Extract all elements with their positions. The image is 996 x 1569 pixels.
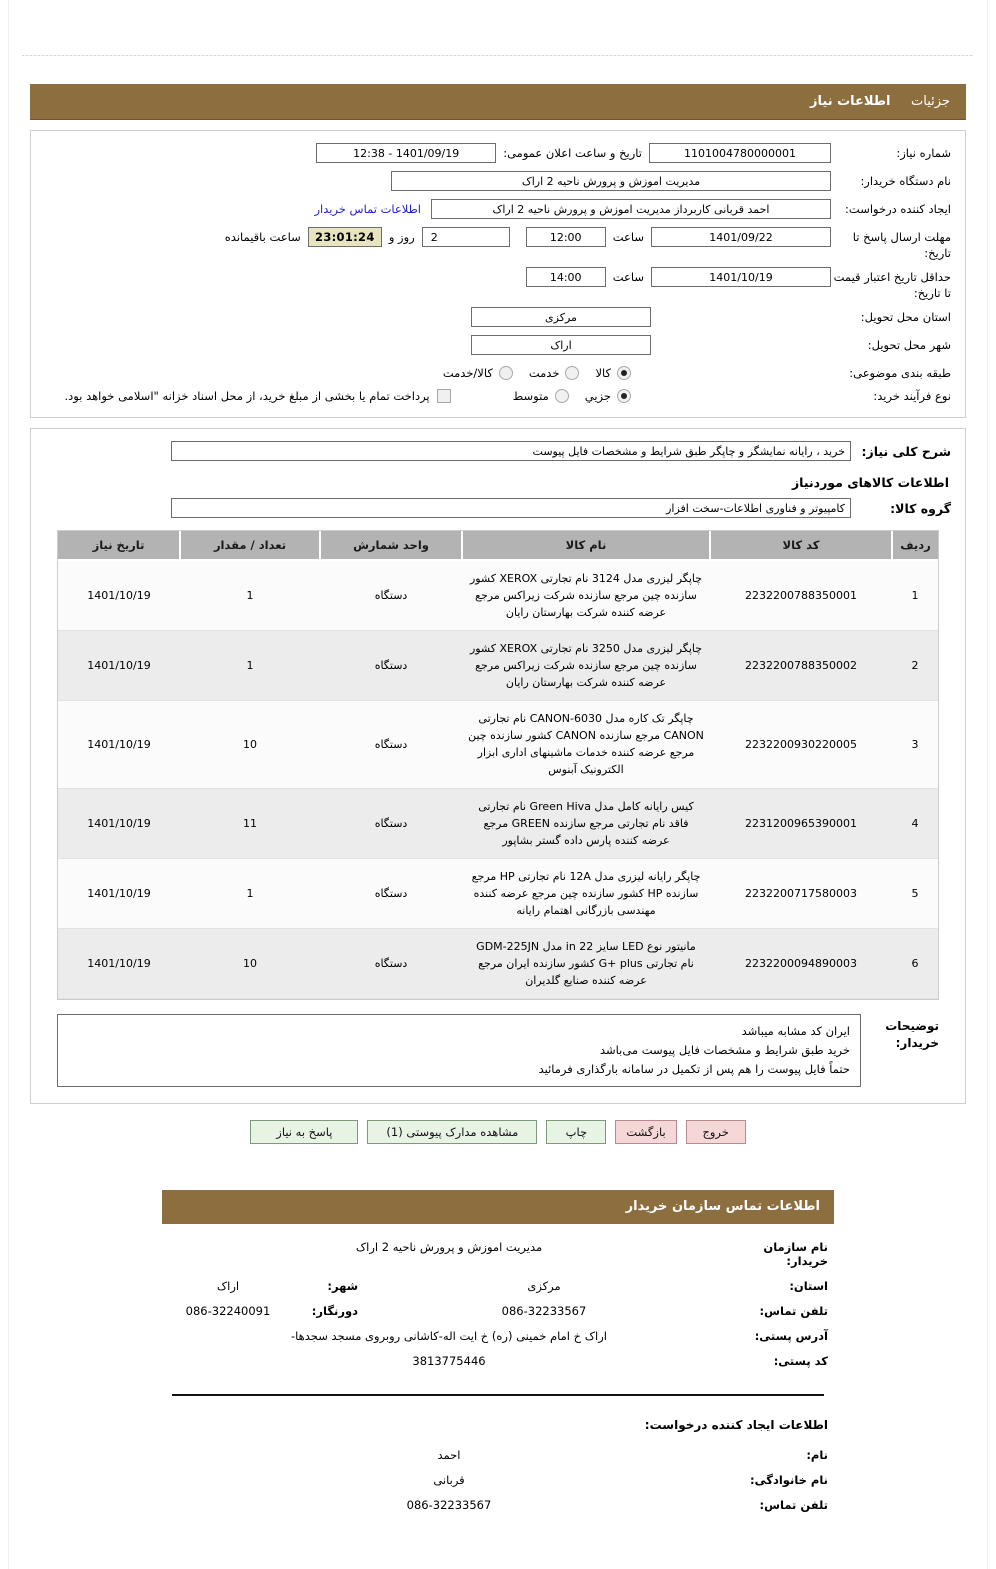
cell-qty: 1 bbox=[180, 858, 320, 928]
creator-phone-label: تلفن تماس: bbox=[759, 1497, 828, 1512]
creator-row-last-name bbox=[168, 1473, 828, 1487]
deadline-label: مهلت ارسال پاسخ تا تاریخ: bbox=[852, 230, 951, 260]
treasury-checkbox-label: پرداخت تمام یا بخشی از مبلغ خرید، از محل اسناد خزانه "اسلامی خواهد بود. bbox=[64, 389, 430, 404]
cell-qty: 10 bbox=[180, 928, 320, 998]
process-label: نوع فرآیند خرید: bbox=[873, 389, 951, 404]
cell-qty: 1 bbox=[180, 631, 320, 701]
classification-option-label: خدمت bbox=[528, 366, 560, 381]
province-label: استان محل تحویل: bbox=[860, 310, 951, 325]
contact-org-label: نام سازمان خریدار: bbox=[763, 1239, 828, 1268]
bottom-padding bbox=[0, 1529, 996, 1569]
cell-date: 1401/10/19 bbox=[58, 788, 180, 858]
col-date: تاریخ نیاز bbox=[58, 531, 180, 560]
cell-qty: 10 bbox=[180, 701, 320, 788]
province-value[interactable]: مرکزی bbox=[471, 307, 651, 327]
contact-address-value: اراک خ امام خمینی (ره) خ ایت اله-کاشانی روبروی مسجد سجدها- bbox=[291, 1328, 607, 1343]
remaining-days-label: روز و bbox=[388, 230, 415, 244]
col-row: ردیف bbox=[892, 531, 938, 560]
cell-date: 1401/10/19 bbox=[58, 928, 180, 998]
contact-row-address bbox=[168, 1329, 828, 1343]
deadline-hour-label: ساعت bbox=[612, 230, 644, 244]
countdown-timer: 23:01:24 bbox=[308, 227, 382, 247]
process-option-label: متوسط bbox=[512, 389, 549, 404]
goods-info-title: اطلاعات کالاهای موردنیاز bbox=[791, 475, 949, 491]
cell-row: 6 bbox=[892, 928, 938, 998]
cell-code: 2231200965390001 bbox=[710, 788, 892, 858]
back-button[interactable]: بازگشت bbox=[615, 1120, 676, 1144]
exit-button[interactable]: خروج bbox=[686, 1120, 746, 1144]
creator-first-name-value: احمد bbox=[437, 1447, 461, 1462]
cell-code: 2232200788350001 bbox=[710, 560, 892, 631]
table-row[interactable] bbox=[58, 928, 938, 998]
need-number-value[interactable]: 1101004780000001 bbox=[649, 143, 831, 163]
contact-section-body bbox=[162, 1224, 834, 1529]
validity-date-value[interactable]: 1401/10/19 bbox=[651, 267, 831, 287]
col-unit: واحد شمارش bbox=[320, 531, 462, 560]
respond-to-need-button[interactable]: پاسخ به نیاز bbox=[250, 1120, 358, 1144]
contact-postal-label: کد پستی: bbox=[773, 1353, 828, 1368]
city-label: شهر محل تحویل: bbox=[867, 338, 951, 353]
creator-label: ایجاد کننده درخواست: bbox=[845, 202, 951, 216]
contact-section bbox=[162, 1190, 834, 1529]
cell-unit: دستگاه bbox=[320, 788, 462, 858]
classification-option-kala[interactable] bbox=[595, 366, 631, 380]
buyer-contact-link[interactable]: اطلاعات تماس خریدار bbox=[314, 202, 421, 216]
items-table-wrapper bbox=[57, 530, 939, 1000]
cell-code: 2232200717580003 bbox=[710, 858, 892, 928]
radio-selected-icon[interactable] bbox=[617, 389, 631, 403]
countdown-label: ساعت باقیمانده bbox=[224, 230, 301, 244]
row-creator bbox=[45, 199, 951, 221]
creator-row-first-name bbox=[168, 1448, 828, 1462]
cell-row: 1 bbox=[892, 560, 938, 631]
creator-value[interactable]: احمد قربانی کاربرداز مدیریت اموزش و پرورش ناحیه 2 اراک bbox=[431, 199, 831, 219]
contact-phone-label: تلفن تماس: bbox=[759, 1303, 828, 1318]
row-classification bbox=[45, 366, 951, 380]
classification-label: طبقه بندی موضوعی: bbox=[849, 366, 951, 381]
creator-info-title: اطلاعات ایجاد کننده درخواست: bbox=[644, 1417, 828, 1432]
remaining-days-value[interactable]: 2 bbox=[422, 227, 510, 247]
creator-first-name-label: نام: bbox=[806, 1447, 828, 1462]
announce-label: تاریخ و ساعت اعلان عمومی: bbox=[503, 146, 642, 160]
contact-row-org bbox=[168, 1240, 828, 1268]
contact-row-location bbox=[168, 1279, 828, 1293]
contact-province-label: استان: bbox=[789, 1278, 828, 1293]
cell-name: چاپگر رایانه لیزری مدل 12A نام تجارتی HP مرجع سازنده HP کشور سازنده چین مرجع عرضه کننده مهندسی بازرگانی اهتمام رایانه bbox=[462, 858, 710, 928]
buyer-org-value[interactable]: مدیریت اموزش و پرورش ناحیه 2 اراک bbox=[391, 171, 831, 191]
validity-hour-value[interactable]: 14:00 bbox=[526, 267, 606, 287]
creator-last-name-label: نام خانوادگی: bbox=[750, 1472, 828, 1487]
creator-row-phone bbox=[168, 1498, 828, 1512]
deadline-date-value[interactable]: 1401/09/22 bbox=[651, 227, 831, 247]
group-label: گروه کالا: bbox=[890, 501, 951, 517]
items-table bbox=[58, 531, 938, 999]
cell-date: 1401/10/19 bbox=[58, 631, 180, 701]
cell-date: 1401/10/19 bbox=[58, 560, 180, 631]
cell-row: 4 bbox=[892, 788, 938, 858]
contact-row-postal bbox=[168, 1354, 828, 1368]
validity-hour-label: ساعت bbox=[612, 270, 644, 285]
process-option-jozei[interactable] bbox=[585, 389, 631, 403]
contact-postal-value: 3813775446 bbox=[412, 1353, 486, 1368]
cell-code: 2232200788350002 bbox=[710, 631, 892, 701]
action-button-bar bbox=[0, 1120, 996, 1148]
table-row[interactable] bbox=[58, 858, 938, 928]
contact-org-value: مدیریت اموزش و پرورش ناحیه 2 اراک bbox=[355, 1239, 543, 1254]
radio-icon[interactable] bbox=[555, 389, 569, 403]
top-spacer bbox=[0, 0, 996, 55]
cell-row: 2 bbox=[892, 631, 938, 701]
cell-code: 2232200094890003 bbox=[710, 928, 892, 998]
cell-unit: دستگاه bbox=[320, 560, 462, 631]
contact-fax-value: 086-32240091 bbox=[185, 1303, 271, 1318]
cell-date: 1401/10/19 bbox=[58, 858, 180, 928]
row-need-number bbox=[45, 143, 951, 165]
radio-selected-icon[interactable] bbox=[617, 366, 631, 380]
announce-value[interactable]: 1401/09/19 - 12:38 bbox=[316, 143, 496, 163]
items-table-head bbox=[58, 531, 938, 560]
tab-details[interactable]: جزئیات bbox=[911, 94, 950, 109]
cell-name: چاپگر لیزری مدل 3124 نام تجارتی XEROX کشور سازنده چین مرجع سازنده شرکت زیراکس مرجع عرضه کننده شرکت بهارستان رایان bbox=[462, 560, 710, 631]
goods-panel bbox=[30, 428, 966, 1104]
buyer-notes-label: توضیحات خریدار: bbox=[885, 1018, 939, 1050]
contact-address-label: آدرس پستی: bbox=[754, 1328, 828, 1343]
creator-last-name-value: قربانی bbox=[433, 1472, 465, 1487]
cell-unit: دستگاه bbox=[320, 701, 462, 788]
cell-name: چاپگر لیزری مدل 3250 نام تجارتی XEROX کشور سازنده چین مرجع سازنده شرکت زیراکس مرجع عرضه کننده شرکت بهارستان رایان bbox=[462, 631, 710, 701]
classification-option-khedmat[interactable] bbox=[529, 366, 580, 380]
table-row[interactable] bbox=[58, 631, 938, 701]
items-header-row bbox=[58, 531, 938, 560]
row-goods-group bbox=[45, 498, 951, 518]
cell-name: مانیتور نوع LED سایز 22 in مدل GDM-225JN نام تجارتی G+ plus کشور سازنده ایران مرجع عرضه کننده صنایع گلدیران bbox=[462, 928, 710, 998]
classification-option-label: کالا/خدمت bbox=[442, 366, 493, 381]
cell-unit: دستگاه bbox=[320, 631, 462, 701]
group-value[interactable]: کامپیوتر و فناوری اطلاعات-سخت افزار bbox=[171, 498, 851, 518]
cell-row: 5 bbox=[892, 858, 938, 928]
buyer-notes-box bbox=[57, 1014, 861, 1087]
cell-name: کیس رایانه کامل مدل Green Hiva نام تجارتی فاقد نام تجارتی مرجع سازنده GREEN مرجع عرضه کننده پارس داده گستر بشاپور bbox=[462, 788, 710, 858]
cell-unit: دستگاه bbox=[320, 928, 462, 998]
view-attachments-button[interactable]: مشاهده مدارک پیوستی (1) bbox=[367, 1120, 537, 1144]
contact-fax-label: دورنگار: bbox=[311, 1303, 358, 1318]
creator-phone-value: 086-32233567 bbox=[406, 1497, 492, 1512]
row-buyer-org bbox=[45, 171, 951, 193]
cell-row: 3 bbox=[892, 701, 938, 788]
radio-icon[interactable] bbox=[565, 366, 579, 380]
checkbox-icon[interactable] bbox=[437, 389, 451, 403]
print-button[interactable]: چاپ bbox=[546, 1120, 606, 1144]
section-header-bar bbox=[30, 84, 966, 120]
table-row[interactable] bbox=[58, 701, 938, 788]
contact-city-label: شهر: bbox=[327, 1278, 358, 1293]
need-number-label: شماره نیاز: bbox=[896, 146, 951, 160]
row-process-type bbox=[45, 389, 951, 403]
contact-row-phone bbox=[168, 1304, 828, 1318]
need-desc-value[interactable]: خرید ، رایانه نمایشگر و چاپگر طبق شرایط و مشخصات فایل پیوست bbox=[171, 441, 851, 461]
col-qty: تعداد / مقدار bbox=[180, 531, 320, 560]
cell-date: 1401/10/19 bbox=[58, 701, 180, 788]
table-row[interactable] bbox=[58, 560, 938, 631]
need-detail-panel bbox=[30, 130, 966, 418]
col-name: نام کالا bbox=[462, 531, 710, 560]
buyer-notes-row bbox=[57, 1014, 939, 1087]
treasury-checkbox-option[interactable] bbox=[65, 389, 451, 403]
row-province bbox=[45, 307, 951, 329]
table-row[interactable] bbox=[58, 788, 938, 858]
items-table-body bbox=[58, 560, 938, 998]
classification-option-label: کالا bbox=[595, 366, 611, 381]
classification-option-kala-khedmat[interactable] bbox=[443, 366, 513, 380]
contact-section-title: اطلاعات تماس سازمان خریدار bbox=[162, 1190, 834, 1224]
validity-label: حداقل تاریخ اعتبار قیمت تا تاریخ: bbox=[833, 270, 951, 300]
row-deadline bbox=[45, 227, 951, 261]
deadline-hour-value[interactable]: 12:00 bbox=[526, 227, 606, 247]
cell-code: 2232200930220005 bbox=[710, 701, 892, 788]
row-city bbox=[45, 335, 951, 357]
process-option-motevaset[interactable] bbox=[513, 389, 569, 403]
note-line: حتماً فایل پیوست را هم پس از تکمیل در سامانه بارگذاری فرمائید bbox=[538, 1061, 850, 1076]
contact-city-value: اراک bbox=[216, 1278, 240, 1293]
row-need-description bbox=[45, 441, 951, 461]
tab-need-info[interactable]: اطلاعات نیاز bbox=[810, 94, 891, 109]
contact-phone-value: 086-32233567 bbox=[501, 1303, 587, 1318]
city-value[interactable]: اراک bbox=[471, 335, 651, 355]
col-code: کد کالا bbox=[710, 531, 892, 560]
note-line: خرید طبق شرایط و مشخصات فایل پیوست می‌باشد bbox=[599, 1042, 850, 1057]
section-divider bbox=[172, 1394, 824, 1396]
cell-name: چاپگر تک کاره مدل CANON-6030 نام تجارتی CANON مرجع سازنده CANON کشور سازنده چین مرجع عرضه کننده خدمات ماشینهای اداری ابزار الکترونیک آبنوس bbox=[462, 701, 710, 788]
header-gap bbox=[0, 56, 996, 84]
need-desc-label: شرح کلی نیاز: bbox=[861, 444, 951, 460]
cell-qty: 1 bbox=[180, 560, 320, 631]
contact-province-value: مرکزی bbox=[527, 1278, 561, 1293]
cell-unit: دستگاه bbox=[320, 858, 462, 928]
radio-icon[interactable] bbox=[499, 366, 513, 380]
cell-qty: 11 bbox=[180, 788, 320, 858]
buyer-org-label: نام دستگاه خریدار: bbox=[860, 174, 951, 188]
row-validity bbox=[45, 267, 951, 301]
note-line: ایران کد مشابه میباشد bbox=[741, 1023, 850, 1038]
process-option-label: جزيي bbox=[584, 389, 611, 404]
